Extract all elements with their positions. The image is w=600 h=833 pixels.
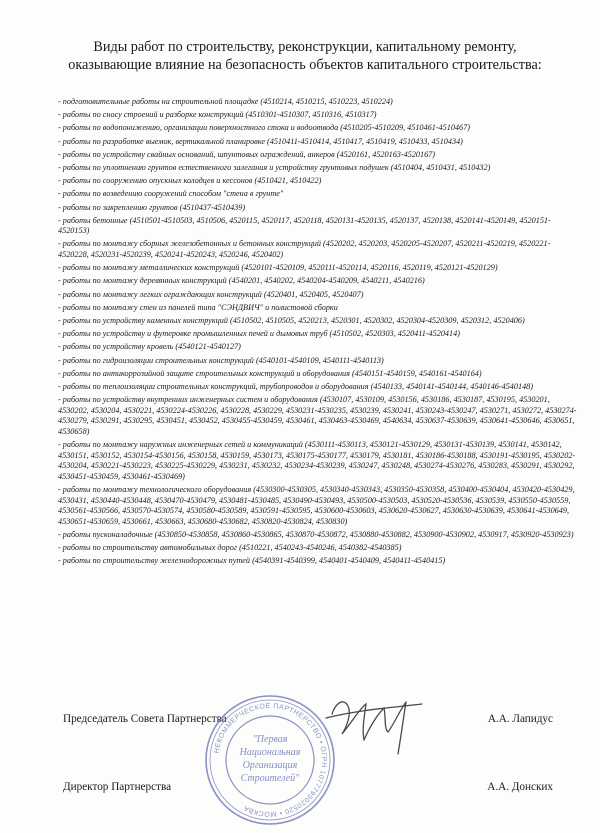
seal-center-line: Организация bbox=[242, 760, 298, 771]
work-item: - работы по антикоррозийной защите строительных конструкций и оборудования (4540151-4540159, 4540161-4540164) bbox=[58, 368, 482, 378]
work-item: - работы по устройству свайных оснований, шпунтовых ограждений, анкеров (4520161, 4520163-4520167) bbox=[58, 149, 435, 159]
header-line-2: оказывающие влияние на безопасность объектов капитального строительства: bbox=[68, 57, 542, 73]
work-item: - работы по водопонижению, организации поверхностного стока и водоотвода (4510205-4510209, 4510461-4510467) bbox=[58, 123, 470, 133]
work-item: - работы по монтажу стен из панелей типа "СЭНДВИЧ" и полистовой сборки bbox=[58, 302, 338, 312]
work-item: - работы по разработке выемок, вертикальной планировке (4510411-4510414, 4510417, 4510419, 4510433, 4510434) bbox=[58, 136, 463, 146]
header-line-1: Виды работ по строительству, реконструкции, капитальному ремонту, bbox=[93, 39, 517, 55]
work-item: - работы по монтажу легких ограждающих конструкций (4520401, 4520405, 4520407) bbox=[58, 289, 364, 299]
work-item: - работы по возведению сооружений способом "стена в грунте" bbox=[58, 189, 284, 199]
director-position: Директор Партнерства bbox=[63, 781, 172, 793]
director-name: А.А. Донских bbox=[487, 781, 553, 793]
work-item: - работы по устройству кровель (4540121-4540127) bbox=[58, 342, 241, 352]
chairman-name: А.А. Лапидус bbox=[487, 713, 553, 725]
seal-center-line: Строителей" bbox=[240, 773, 300, 784]
work-item: - работы по устройству внутренних инженерных систем и оборудования (4530107, 4530109, 4530156, 4530186, 4530187, 4530195, 4530201, 4530202, 4530204, 4530221, 4530224-4530226, 4530228, 4530229, 4530231-4530235, 4530239, 4530241, 4530243-4530247, 4530271, 4530272, 4530274-4530279, 4530291, 4530295, 4530451, 4530452, 4530455-4530459, 4530461, 4530463-4530469, 4540634, 4530637-4530639, 4530641-4530646, 4530651, 4530658) bbox=[58, 395, 577, 436]
work-item: - работы по гидроизоляции строительных конструкций (4540101-4540109, 4540111-4540113) bbox=[58, 355, 384, 365]
work-item: - работы по монтажу наружных инженерных сетей и коммуникаций (4530111-4530113, 4530121-4530129, 4530131-4530139, 4530141, 4530142, 4530151, 4530152, 4530154-4530156, 4530158, 4530159, 4530173, 4530175-4530177, 4530179, 4530181, 4530186-4530188, 4530191-4530195, 4530202-4530204, 4530221-4530223, 4530225-4530229, 4530231, 4530232, 4530234-4530239, 4530247, 4530248, 4530274-4530276, 4530283, 4530291, 4530292, 4530451-4530459, 4530461-4530469) bbox=[58, 440, 576, 481]
work-item: - работы по сооружению опускных колодцев и кессонов (4510421, 4510422) bbox=[58, 176, 322, 186]
work-item: - работы по уплотнению грунтов естественного залегания и устройству грунтовых подушек (4510404, 4510431, 4510432) bbox=[58, 162, 491, 172]
work-item: - работы по теплоизоляции строительных конструкций, трубопроводов и оборудования (4540133, 4540141-4540144, 4540146-4540148) bbox=[58, 381, 534, 391]
work-item: - работы по устройству каменных конструкций (4510502, 4510505, 4520213, 4520301, 4520302, 4520304-4520309, 4520312, 4520406) bbox=[58, 316, 525, 325]
work-item: - работы пусконаладочные (4530850-4530858, 4530860-4530865, 4530870-4530872, 4530880-4530882, 4530900-4530902, 4530917, 4530920-4530923) bbox=[58, 530, 574, 540]
work-item: - работы по монтажу сборных железобетонных и бетонных конструкций (4520202, 4520203, 4520205-4520207, 4520211-4520219, 4520221-4520228, 4520231-4520239, 4520241-4520243, 4520246, 4520402) bbox=[58, 239, 551, 260]
work-item: - работы бетонные (4510501-4510503, 4510506, 4520115, 4520117, 4520118, 4520131-4520135, 4520137, 4520138, 4520141-4520149, 4520151-4520153) bbox=[58, 215, 551, 236]
work-item: - работы по закреплению грунтов (4510437-4510439) bbox=[58, 202, 246, 212]
work-item: - подготовительные работы на строительной площадке (4510214, 4510215, 4510223, 4510224) bbox=[58, 97, 393, 106]
work-item: - работы по устройству и футеровке промышленных печей и дымовых труб (4510502, 4520303, 4520411-4520414) bbox=[58, 329, 460, 339]
work-item: - работы по монтажу деревянных конструкций (4540201, 4540202, 4540204-4540209, 4540211, 4540216) bbox=[58, 276, 425, 286]
work-item: - работы по сносу строений и разборке конструкций (4510301-4510307, 4510316, 4510317) bbox=[58, 110, 377, 120]
work-item: - работы по монтажу технологического оборудования (4530300-4530305, 4530340-4530343, 4530350-4530358, 4530400-4530404, 4530420-4530429, 4530431, 4530440-4530448, 4530470-4530479, 4530481-4530485, 4530490-4530493, 4530500-4530503, 4530520-4530536, 4530539, 4530550-4530559, 4530561-4530566, 4530570-4530574, 4530580-4530589, 4530591-4530595, 4530600-4530603, 4530620-4530627, 4530630-4530639, 4530641-4530649, 4530651-4530659, 4530661, 4530663, 4530680-4530682, 4530820-4530824, 4530830) bbox=[58, 485, 575, 526]
work-item: - работы по строительству железнодорожных путей (4540391-4540399, 4540401-4540409, 4540411-4540415) bbox=[58, 556, 446, 566]
handwritten-signature bbox=[318, 684, 438, 764]
work-item: - работы по монтажу металлических конструкций (4520101-4520109, 4520111-4520114, 4520116, 4520119, 4520121-4520129) bbox=[58, 263, 498, 273]
work-item: - работы по строительству автомобильных дорог (4510221, 4540243-4540246, 4540382-4540385) bbox=[58, 543, 402, 553]
seal-center-line: "Первая bbox=[252, 734, 288, 745]
seal-ring-text: НЕКОММЕРЧЕСКОЕ ПАРТНЕРСТВО • ОГРН 1077799020520 • МОСКВА bbox=[213, 702, 328, 818]
seal-center-line: Национальная bbox=[239, 747, 301, 758]
work-types-list bbox=[58, 97, 580, 570]
chairman-position: Председатель Совета Партнерства bbox=[63, 713, 227, 725]
document-header bbox=[40, 38, 570, 74]
